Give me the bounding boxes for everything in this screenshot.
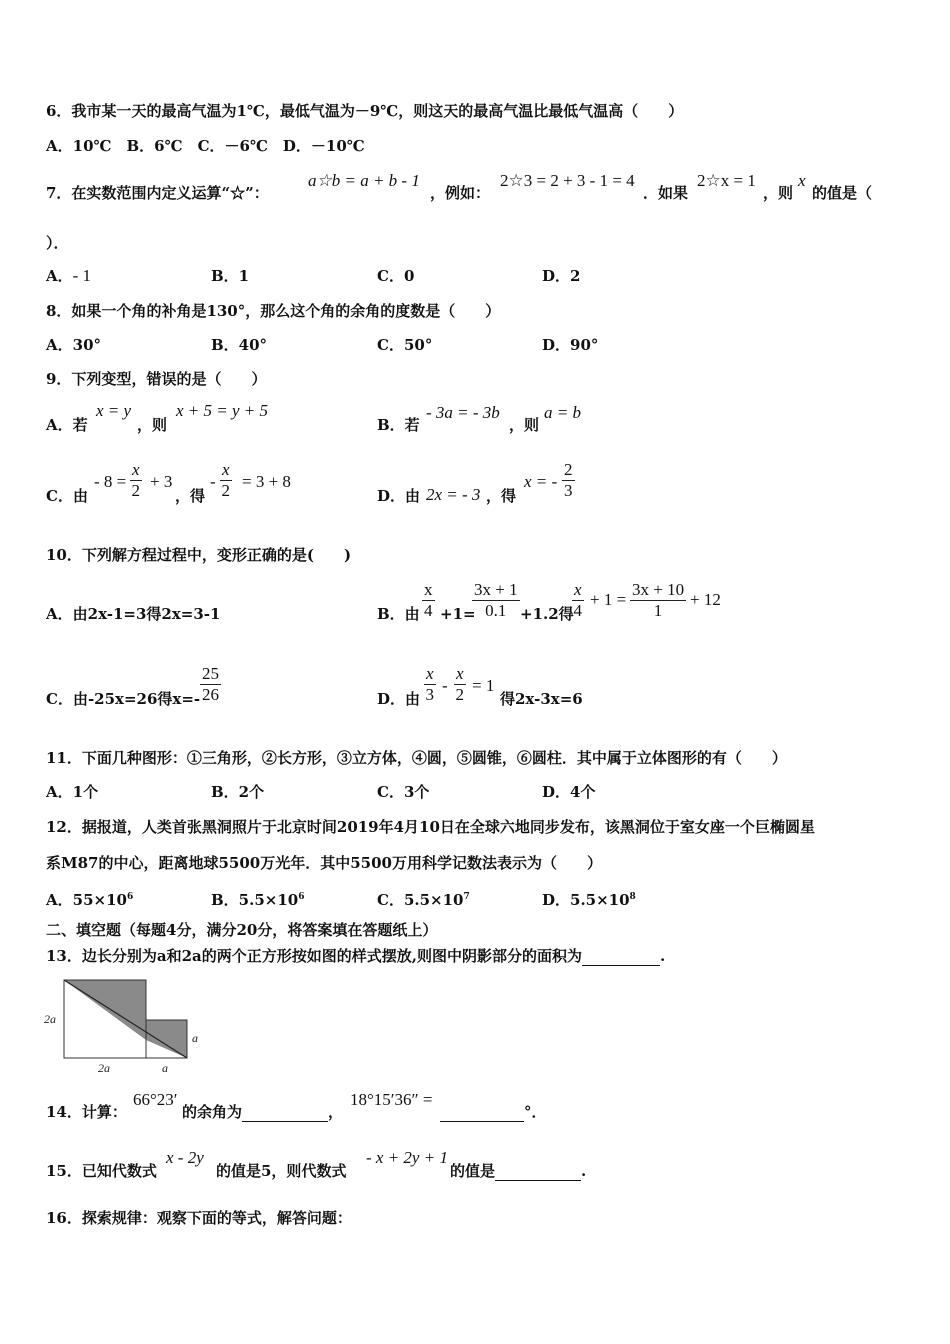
q10-option-b-frac1: x 4 [424,580,433,620]
q10-option-b-t3: + 1 = [590,590,627,609]
q14-end: °． [440,1102,547,1122]
q9-option-c-m2b: = 3 + 8 [242,472,291,491]
q11-option-c: C．3个 [377,783,430,801]
q14-m1: 66°23′ [133,1090,178,1109]
q15-m2: - x + 2y + 1 [366,1148,448,1167]
q6-stem: 6．我市某一天的最高气温为1℃，最低气温为－9℃，则这天的最高气温比最低气温高（ ） [46,102,684,120]
q9-option-d-frac: 2 3 [564,460,573,500]
q12-line1: 12．据报道，人类首张黑洞照片于北京时间2019年4月10日在全球六地同步发布，该黑洞位于室女座一个巨椭圆星 [46,818,815,836]
q7-option-a: A．- 1 [46,266,92,285]
q14-m2: 18°15′36″ = [350,1090,433,1109]
q9-option-c-label: C．由 [46,487,88,505]
q10-option-c-frac: 25 26 [202,664,219,704]
q9-option-c-m1b: + 3 [150,472,173,491]
q7-condition: 2☆x = 1 [697,171,756,190]
q9-option-b-m1: - 3a = - 3b [426,403,500,422]
q14-blank-2[interactable] [440,1105,524,1122]
q7-stem: 7．在实数范围内定义运算“☆”： [46,184,269,202]
section-2-title: 二、填空题（每题4分，满分20分，将答案填在答题纸上） [46,921,438,939]
q12-option-d: D．$5.5\times 10^8$ [542,891,636,909]
q15-mid: 的值是5，则代数式 [216,1162,347,1180]
q14-blank-1[interactable] [242,1105,328,1122]
q9-option-b-then: ，则 [509,416,540,434]
q12-option-c: C．$5.5\times 10^7$ [377,891,470,909]
q15-post: 的值是 . [450,1162,587,1180]
q12-option-b: B．$5.5\times 10^6$ [211,891,305,909]
q13-stem: 13．边长分别为a和2a的两个正方形按如图的样式摆放,则图中阴影部分的面积为 . [46,947,666,965]
q9-option-c-frac1: x 2 [131,460,141,500]
q13-label-bottom-small: a [162,1061,168,1075]
q10-option-d-frac2: x 2 [455,664,465,704]
q7-option-d: D．2 [542,267,581,285]
q12-option-a: A．$55\times 10^6$ [46,891,134,909]
q9-option-c-get: ，得 [175,487,206,505]
q13-shade-big [64,980,146,1040]
q9-option-a-m1: x = y [96,401,132,420]
q9-option-a-m2: x + 5 = y + 5 [176,401,269,420]
q10-option-a: A．由2x-1=3得2x=3-1 [46,605,221,623]
q13-label-right: a [192,1031,198,1045]
q7-definition: a☆b = a + b - 1 [308,171,420,190]
q9-option-d-m1: 2x = - 3 [426,485,481,504]
q11-stem: 11．下面几种图形：①三角形，②长方形，③立方体，④圆，⑤圆锥，⑥圆柱．其中属于立体图形的有（ ） [46,749,787,767]
q13-squares-figure [42,975,212,1075]
q9-option-d-label: D．由 [377,487,421,505]
q10-stem: 10．下列解方程过程中，变形正确的是( ) [46,546,352,564]
q9-option-a-label: A．若 [46,416,88,434]
q12-line2: 系M87的中心，距离地球5500万光年．其中5500万用科学记数法表示为（ ） [46,854,602,872]
q10-option-d-eq: = 1 [472,676,495,695]
q9-option-c-m1a: - 8 = [94,472,127,491]
q10-option-d-frac1: x 3 [425,664,435,704]
q7-option-b: B．1 [211,267,250,285]
q10-option-b-frac4: 3x + 10 1 [632,580,685,620]
q7-var: x [798,171,806,190]
q6-options: A．10℃ B．6℃ C．－6℃ D．－10℃ [46,137,365,155]
q15-label: 15．已知代数式 [46,1162,157,1180]
q11-option-d: D．4个 [542,783,596,801]
q10-option-b-t1: +1= [440,605,476,623]
q10-option-d-label: D．由 [377,690,421,708]
q9-option-d-m2: x = - [524,472,558,491]
q15-m1: x - 2y [166,1148,204,1167]
q14-mid: 的余角为 ， [182,1103,344,1121]
q11-option-b: B．2个 [211,783,265,801]
q13-label-left: 2a [44,1012,56,1026]
q13-answer-blank[interactable] [582,949,660,966]
q10-option-b-t4: + 12 [690,590,721,609]
q9-option-d-get: ，得 [486,487,517,505]
q7-close: ）． [46,234,69,252]
q10-option-b-label: B．由 [377,605,420,623]
q9-option-c-frac2: x 2 [221,460,231,500]
q9-option-c-m2a: - [210,472,216,491]
q7-option-c: C．0 [377,267,415,285]
q10-option-b-frac2: 3x + 1 0.1 [474,580,518,620]
q9-option-b-label: B．若 [377,416,420,434]
q8-option-b: B．40° [211,336,268,354]
q7-then-label: ，则 [763,184,794,202]
q8-option-c: C．50° [377,336,433,354]
q7-example: 2☆3 = 2 + 3 - 1 = 4 [500,171,635,190]
q14-label: 14．计算： [46,1103,127,1121]
q9-option-a-then: ，则 [137,416,168,434]
q10-option-d-op: - [442,676,448,695]
q13-shade-small [146,1020,187,1058]
q10-option-c-label: C．由-25x=26得x=- [46,690,201,708]
q11-option-a: A．1个 [46,783,99,801]
q7-if-label: ．如果 [643,184,689,202]
q7-value-label: 的值是（ [812,184,873,202]
q10-option-b-frac3: x 4 [573,580,583,620]
q9-stem: 9．下列变型，错误的是（ ） [46,370,267,388]
q8-stem: 8．如果一个角的补角是130°，那么这个角的余角的度数是（ ） [46,302,501,320]
q10-option-d-post: 得2x-3x=6 [500,690,583,708]
q10-option-b-t2: +1.2得 [520,605,574,623]
q16-stem: 16．探索规律：观察下面的等式，解答问题： [46,1209,352,1227]
q15-answer-blank[interactable] [495,1164,581,1181]
q8-option-d: D．90° [542,336,599,354]
q9-option-b-m2: a = b [544,403,581,422]
q13-label-bottom-big: 2a [98,1061,110,1075]
q8-option-a: A．30° [46,336,102,354]
q7-example-label: ，例如： [430,184,491,202]
